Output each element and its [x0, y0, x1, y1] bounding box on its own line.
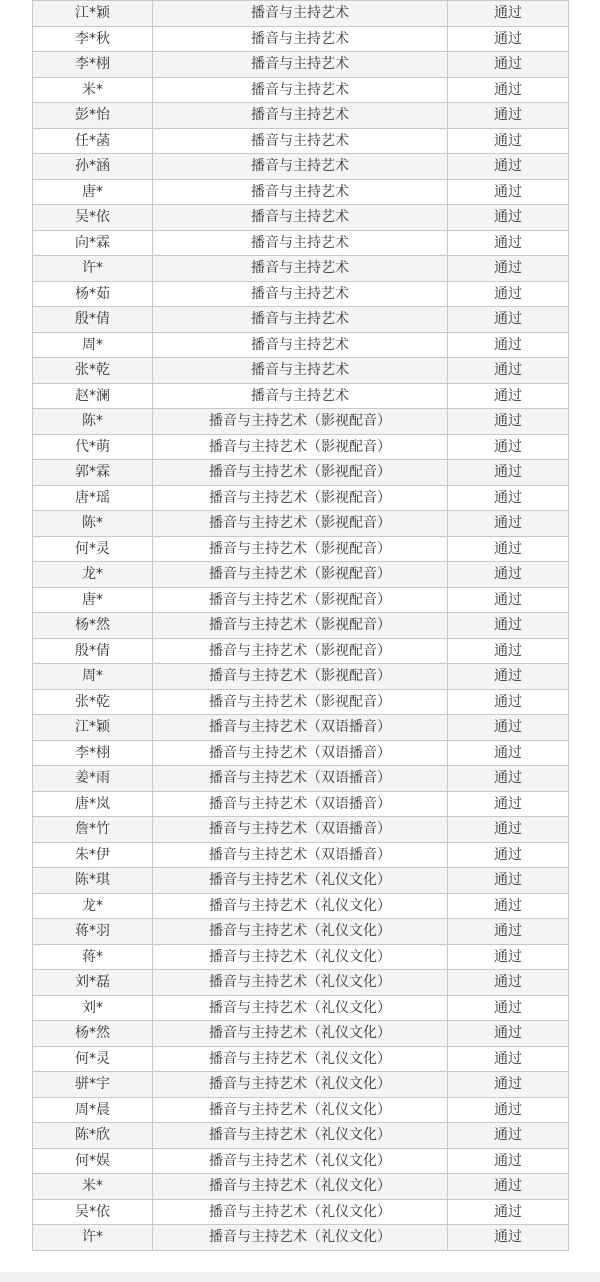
table-row	[33, 179, 569, 205]
result-cell: 通过	[448, 944, 569, 970]
table-row	[33, 587, 569, 613]
candidate-name-cell: 唐*	[33, 179, 153, 205]
table-row	[33, 740, 569, 766]
candidate-name-cell: 李*栩	[33, 740, 153, 766]
table-row	[33, 154, 569, 180]
results-table	[32, 0, 569, 1251]
table-row	[33, 52, 569, 78]
table-row	[33, 1123, 569, 1149]
candidate-name-cell: 周*	[33, 332, 153, 358]
major-cell: 播音与主持艺术	[153, 230, 448, 256]
major-cell: 播音与主持艺术	[153, 383, 448, 409]
major-cell: 播音与主持艺术（影视配音）	[153, 536, 448, 562]
major-cell: 播音与主持艺术	[153, 103, 448, 129]
result-cell: 通过	[448, 358, 569, 384]
major-cell: 播音与主持艺术（礼仪文化）	[153, 995, 448, 1021]
table-row	[33, 77, 569, 103]
result-cell: 通过	[448, 1225, 569, 1251]
major-cell: 播音与主持艺术（双语播音）	[153, 791, 448, 817]
table-row	[33, 358, 569, 384]
table-row	[33, 1046, 569, 1072]
candidate-name-cell: 李*秋	[33, 26, 153, 52]
candidate-name-cell: 陈*琪	[33, 868, 153, 894]
candidate-name-cell: 唐*岚	[33, 791, 153, 817]
major-cell: 播音与主持艺术	[153, 332, 448, 358]
result-cell: 通过	[448, 103, 569, 129]
major-cell: 播音与主持艺术（礼仪文化）	[153, 944, 448, 970]
table-row	[33, 1225, 569, 1251]
result-cell: 通过	[448, 230, 569, 256]
table-row	[33, 638, 569, 664]
result-cell: 通过	[448, 919, 569, 945]
major-cell: 播音与主持艺术（影视配音）	[153, 485, 448, 511]
candidate-name-cell: 赵*澜	[33, 383, 153, 409]
result-cell: 通过	[448, 740, 569, 766]
table-row	[33, 128, 569, 154]
table-row	[33, 995, 569, 1021]
major-cell: 播音与主持艺术	[153, 256, 448, 282]
table-row	[33, 715, 569, 741]
table-row	[33, 409, 569, 435]
result-cell: 通过	[448, 154, 569, 180]
result-cell: 通过	[448, 460, 569, 486]
candidate-name-cell: 陈*欣	[33, 1123, 153, 1149]
table-row	[33, 842, 569, 868]
result-cell: 通过	[448, 307, 569, 333]
result-cell: 通过	[448, 179, 569, 205]
result-cell: 通过	[448, 332, 569, 358]
result-cell: 通过	[448, 587, 569, 613]
major-cell: 播音与主持艺术（双语播音）	[153, 842, 448, 868]
major-cell: 播音与主持艺术（礼仪文化）	[153, 1123, 448, 1149]
table-row	[33, 1072, 569, 1098]
major-cell: 播音与主持艺术	[153, 154, 448, 180]
result-cell: 通过	[448, 970, 569, 996]
candidate-name-cell: 杨*然	[33, 1021, 153, 1047]
candidate-name-cell: 骈*宇	[33, 1072, 153, 1098]
result-cell: 通过	[448, 842, 569, 868]
results-body	[33, 1, 569, 1251]
table-row	[33, 307, 569, 333]
result-cell: 通过	[448, 613, 569, 639]
table-row	[33, 664, 569, 690]
major-cell: 播音与主持艺术（礼仪文化）	[153, 1225, 448, 1251]
result-cell: 通过	[448, 256, 569, 282]
table-row	[33, 485, 569, 511]
major-cell: 播音与主持艺术（影视配音）	[153, 409, 448, 435]
result-cell: 通过	[448, 1123, 569, 1149]
table-row	[33, 205, 569, 231]
major-cell: 播音与主持艺术（影视配音）	[153, 587, 448, 613]
candidate-name-cell: 杨*然	[33, 613, 153, 639]
result-cell: 通过	[448, 893, 569, 919]
candidate-name-cell: 陈*	[33, 409, 153, 435]
result-cell: 通过	[448, 791, 569, 817]
major-cell: 播音与主持艺术（影视配音）	[153, 638, 448, 664]
result-cell: 通过	[448, 1148, 569, 1174]
candidate-name-cell: 孙*涵	[33, 154, 153, 180]
major-cell: 播音与主持艺术（礼仪文化）	[153, 970, 448, 996]
candidate-name-cell: 朱*伊	[33, 842, 153, 868]
result-cell: 通过	[448, 689, 569, 715]
result-cell: 通过	[448, 868, 569, 894]
table-row	[33, 230, 569, 256]
candidate-name-cell: 米*	[33, 77, 153, 103]
candidate-name-cell: 何*灵	[33, 1046, 153, 1072]
candidate-name-cell: 吴*依	[33, 1199, 153, 1225]
candidate-name-cell: 刘*磊	[33, 970, 153, 996]
candidate-name-cell: 江*颖	[33, 1, 153, 27]
candidate-name-cell: 殷*倩	[33, 307, 153, 333]
candidate-name-cell: 张*乾	[33, 689, 153, 715]
major-cell: 播音与主持艺术	[153, 358, 448, 384]
major-cell: 播音与主持艺术	[153, 52, 448, 78]
table-row	[33, 256, 569, 282]
candidate-name-cell: 张*乾	[33, 358, 153, 384]
major-cell: 播音与主持艺术	[153, 179, 448, 205]
result-cell: 通过	[448, 664, 569, 690]
candidate-name-cell: 米*	[33, 1174, 153, 1200]
result-cell: 通过	[448, 26, 569, 52]
table-row	[33, 332, 569, 358]
major-cell: 播音与主持艺术（影视配音）	[153, 511, 448, 537]
major-cell: 播音与主持艺术（双语播音）	[153, 715, 448, 741]
table-row	[33, 689, 569, 715]
candidate-name-cell: 何*娱	[33, 1148, 153, 1174]
major-cell: 播音与主持艺术（双语播音）	[153, 766, 448, 792]
major-cell: 播音与主持艺术（礼仪文化）	[153, 868, 448, 894]
candidate-name-cell: 任*菡	[33, 128, 153, 154]
table-row	[33, 944, 569, 970]
result-cell: 通过	[448, 536, 569, 562]
table-row	[33, 26, 569, 52]
candidate-name-cell: 代*萌	[33, 434, 153, 460]
result-cell: 通过	[448, 383, 569, 409]
major-cell: 播音与主持艺术	[153, 128, 448, 154]
result-cell: 通过	[448, 1199, 569, 1225]
candidate-name-cell: 龙*	[33, 562, 153, 588]
table-row	[33, 1174, 569, 1200]
major-cell: 播音与主持艺术（影视配音）	[153, 434, 448, 460]
major-cell: 播音与主持艺术（礼仪文化）	[153, 1097, 448, 1123]
major-cell: 播音与主持艺术	[153, 281, 448, 307]
candidate-name-cell: 许*	[33, 256, 153, 282]
table-row	[33, 766, 569, 792]
result-cell: 通过	[448, 77, 569, 103]
page-bottom-bar	[0, 1272, 600, 1282]
candidate-name-cell: 吴*依	[33, 205, 153, 231]
table-row	[33, 1021, 569, 1047]
candidate-name-cell: 陈*	[33, 511, 153, 537]
major-cell: 播音与主持艺术（影视配音）	[153, 689, 448, 715]
major-cell: 播音与主持艺术（礼仪文化）	[153, 919, 448, 945]
major-cell: 播音与主持艺术	[153, 205, 448, 231]
result-cell: 通过	[448, 511, 569, 537]
table-row	[33, 562, 569, 588]
result-cell: 通过	[448, 434, 569, 460]
table-row	[33, 970, 569, 996]
table-row	[33, 868, 569, 894]
major-cell: 播音与主持艺术（双语播音）	[153, 817, 448, 843]
table-row	[33, 536, 569, 562]
result-cell: 通过	[448, 1072, 569, 1098]
candidate-name-cell: 姜*雨	[33, 766, 153, 792]
table-row	[33, 511, 569, 537]
result-cell: 通过	[448, 205, 569, 231]
major-cell: 播音与主持艺术（礼仪文化）	[153, 1174, 448, 1200]
table-row	[33, 281, 569, 307]
major-cell: 播音与主持艺术（礼仪文化）	[153, 1046, 448, 1072]
result-cell: 通过	[448, 1, 569, 27]
candidate-name-cell: 刘*	[33, 995, 153, 1021]
major-cell: 播音与主持艺术（影视配音）	[153, 460, 448, 486]
result-cell: 通过	[448, 817, 569, 843]
table-row	[33, 1199, 569, 1225]
result-cell: 通过	[448, 485, 569, 511]
candidate-name-cell: 江*颖	[33, 715, 153, 741]
major-cell: 播音与主持艺术（礼仪文化）	[153, 893, 448, 919]
major-cell: 播音与主持艺术	[153, 26, 448, 52]
table-row	[33, 893, 569, 919]
major-cell: 播音与主持艺术	[153, 1, 448, 27]
result-cell: 通过	[448, 409, 569, 435]
table-row	[33, 1097, 569, 1123]
major-cell: 播音与主持艺术（礼仪文化）	[153, 1021, 448, 1047]
major-cell: 播音与主持艺术	[153, 307, 448, 333]
result-cell: 通过	[448, 638, 569, 664]
result-cell: 通过	[448, 1174, 569, 1200]
major-cell: 播音与主持艺术（影视配音）	[153, 562, 448, 588]
candidate-name-cell: 杨*茹	[33, 281, 153, 307]
candidate-name-cell: 周*	[33, 664, 153, 690]
result-cell: 通过	[448, 1097, 569, 1123]
candidate-name-cell: 蒋*	[33, 944, 153, 970]
candidate-name-cell: 许*	[33, 1225, 153, 1251]
table-row	[33, 103, 569, 129]
candidate-name-cell: 郭*霖	[33, 460, 153, 486]
table-row	[33, 383, 569, 409]
table-row	[33, 460, 569, 486]
candidate-name-cell: 龙*	[33, 893, 153, 919]
table-row	[33, 1148, 569, 1174]
candidate-name-cell: 詹*竹	[33, 817, 153, 843]
result-cell: 通过	[448, 995, 569, 1021]
candidate-name-cell: 唐*	[33, 587, 153, 613]
candidate-name-cell: 何*灵	[33, 536, 153, 562]
result-cell: 通过	[448, 1021, 569, 1047]
major-cell: 播音与主持艺术（礼仪文化）	[153, 1199, 448, 1225]
result-cell: 通过	[448, 128, 569, 154]
major-cell: 播音与主持艺术（双语播音）	[153, 740, 448, 766]
table-row	[33, 817, 569, 843]
candidate-name-cell: 李*栩	[33, 52, 153, 78]
candidate-name-cell: 唐*瑶	[33, 485, 153, 511]
candidate-name-cell: 向*霖	[33, 230, 153, 256]
major-cell: 播音与主持艺术（礼仪文化）	[153, 1148, 448, 1174]
result-cell: 通过	[448, 281, 569, 307]
candidate-name-cell: 殷*倩	[33, 638, 153, 664]
candidate-name-cell: 彭*怡	[33, 103, 153, 129]
result-cell: 通过	[448, 562, 569, 588]
major-cell: 播音与主持艺术（礼仪文化）	[153, 1072, 448, 1098]
major-cell: 播音与主持艺术（影视配音）	[153, 664, 448, 690]
table-row	[33, 1, 569, 27]
candidate-name-cell: 蒋*羽	[33, 919, 153, 945]
result-cell: 通过	[448, 52, 569, 78]
result-cell: 通过	[448, 766, 569, 792]
result-cell: 通过	[448, 1046, 569, 1072]
candidate-name-cell: 周*晨	[33, 1097, 153, 1123]
table-row	[33, 613, 569, 639]
table-row	[33, 919, 569, 945]
major-cell: 播音与主持艺术（影视配音）	[153, 613, 448, 639]
result-cell: 通过	[448, 715, 569, 741]
table-row	[33, 791, 569, 817]
major-cell: 播音与主持艺术	[153, 77, 448, 103]
table-row	[33, 434, 569, 460]
